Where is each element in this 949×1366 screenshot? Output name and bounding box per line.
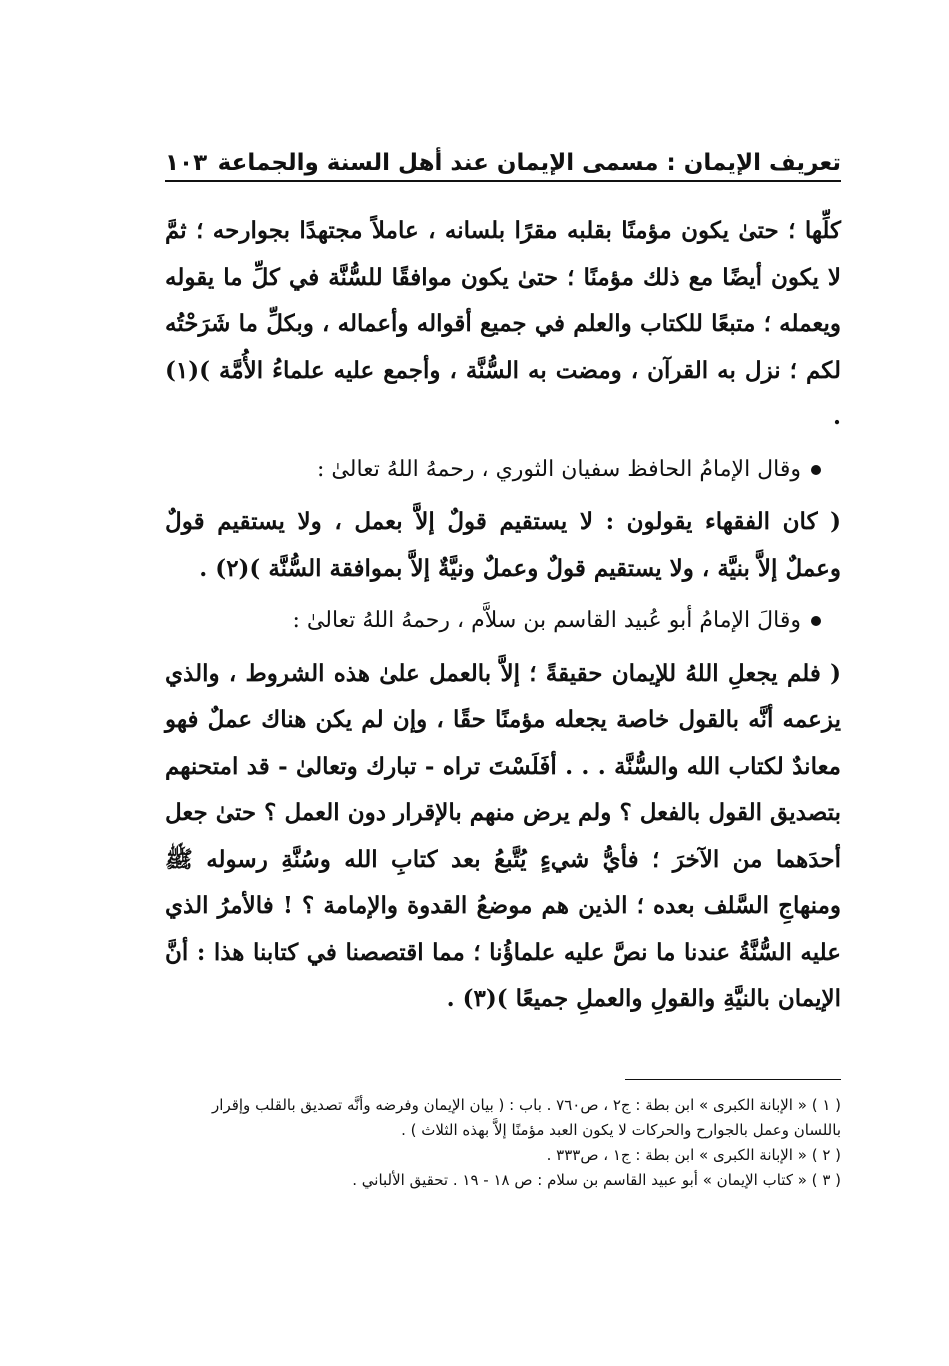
main-text — [165, 208, 841, 1023]
quote-thawri: ( كان الفقهاء يقولون : لا يستقيم قولٌ إلاَّ بعمل ، ولا يستقيم قولٌ وعملٌ إلاَّ بنيَّة ، ولا يستقيم قولٌ وعملٌ ونيَّةٌ إلاَّ بموافقة السُّنَّة )(٢) . — [165, 508, 841, 582]
footnote-1: ( ١ ) « الإبانة الكبرى » ابن بطة : ج٢ ، ص٧٦٠ . باب : ( بيان الإيمان وفرضه وأنَّه تصديق بالقلب وإقرار باللسان وعمل بالجوارح والحركات لا يكون العبد مؤمنًا إلاَّ بهذه الثلاث ) . — [212, 1096, 841, 1139]
quote-intro-text: وقال الإمامُ الحافظ سفيان الثوري ، رحمهُ اللهُ تعالىٰ : — [317, 456, 801, 482]
bullet-icon — [811, 465, 821, 475]
footnote-3: ( ٣ ) « كتاب الإيمان » أبو عبيد القاسم بن سلام : ص ١٨ - ١٩ . تحقيق الألباني . — [352, 1171, 841, 1189]
footnote-2: ( ٢ ) « الإبانة الكبرى » ابن بطة : ج١ ، ص٣٣٣ . — [546, 1146, 841, 1164]
quote-intro-text: وقالَ الإمامُ أبو عُبيد القاسم بن سلاَّم ، رحمهُ اللهُ تعالىٰ : — [292, 608, 801, 633]
running-title: تعريف الإيمان : مسمى الإيمان عند أهل السنة والجماعة — [217, 150, 841, 176]
footnotes — [165, 1093, 841, 1193]
paragraph-continuation: كلِّها ؛ حتىٰ يكون مؤمنًا بقلبه مقرًا بلسانه ، عاملاً مجتهدًا بجوارحه ؛ ثمَّ لا يكون أيضًا مع ذلك مؤمنًا ؛ حتىٰ يكون موافقًا للسُّنَّة في كلِّ ما يقوله ويعمله ؛ متبعًا للكتاب والعلم في جميع أقواله وأعماله ، وبكلِّ ما شَرَحْتُه لكم ؛ نزل به القرآن ، ومضت به السُّنَّة ، وأجمع عليه علماءُ الأُمَّة )(١) . — [165, 217, 841, 430]
quote-abu-ubaid: ( فلم يجعلِ اللهُ للإيمان حقيقةً ؛ إلاَّ بالعمل علىٰ هذه الشروط ، والذي يزعمه أنَّه بالقول خاصة يجعله مؤمنًا حقًا ، وإن لم يكن هناك عملٌ فهو معاندٌ لكتاب الله والسُّنَّة . . . أفَلَسْتَ تراه - تبارك وتعالىٰ - قد امتحنهم بتصديق القول بالفعل ؟ ولم يرض منهم بالإقرار دون العمل ؟ حتىٰ جعل أحدَهما من الآخرَ ؛ فأيُّ شيءٍ يُتَّبعُ بعد كتابِ الله وسُنَّةِ رسوله ﷺ ومنهاجِ السَّلف بعده ؛ الذين هم موضعُ القدوة والإمامة ؟ ! فالأمرُ الذي عليه السُّنَّةُ عندنا ما نصَّ عليه علماؤُنا ؛ مما اقتصصنا في كتابنا هذا : أنَّ الإيمان بالنيَّةِ والقولِ والعملِ جميعًا )(٣) . — [165, 659, 841, 1012]
quote-intro-thawri — [165, 447, 841, 494]
page-header — [165, 136, 841, 176]
bullet-icon — [811, 616, 821, 626]
footnote-separator — [625, 1079, 841, 1080]
page-number: ١٠٣ — [165, 150, 208, 176]
quote-intro-abu-ubaid — [165, 598, 841, 645]
header-rule — [165, 180, 841, 182]
